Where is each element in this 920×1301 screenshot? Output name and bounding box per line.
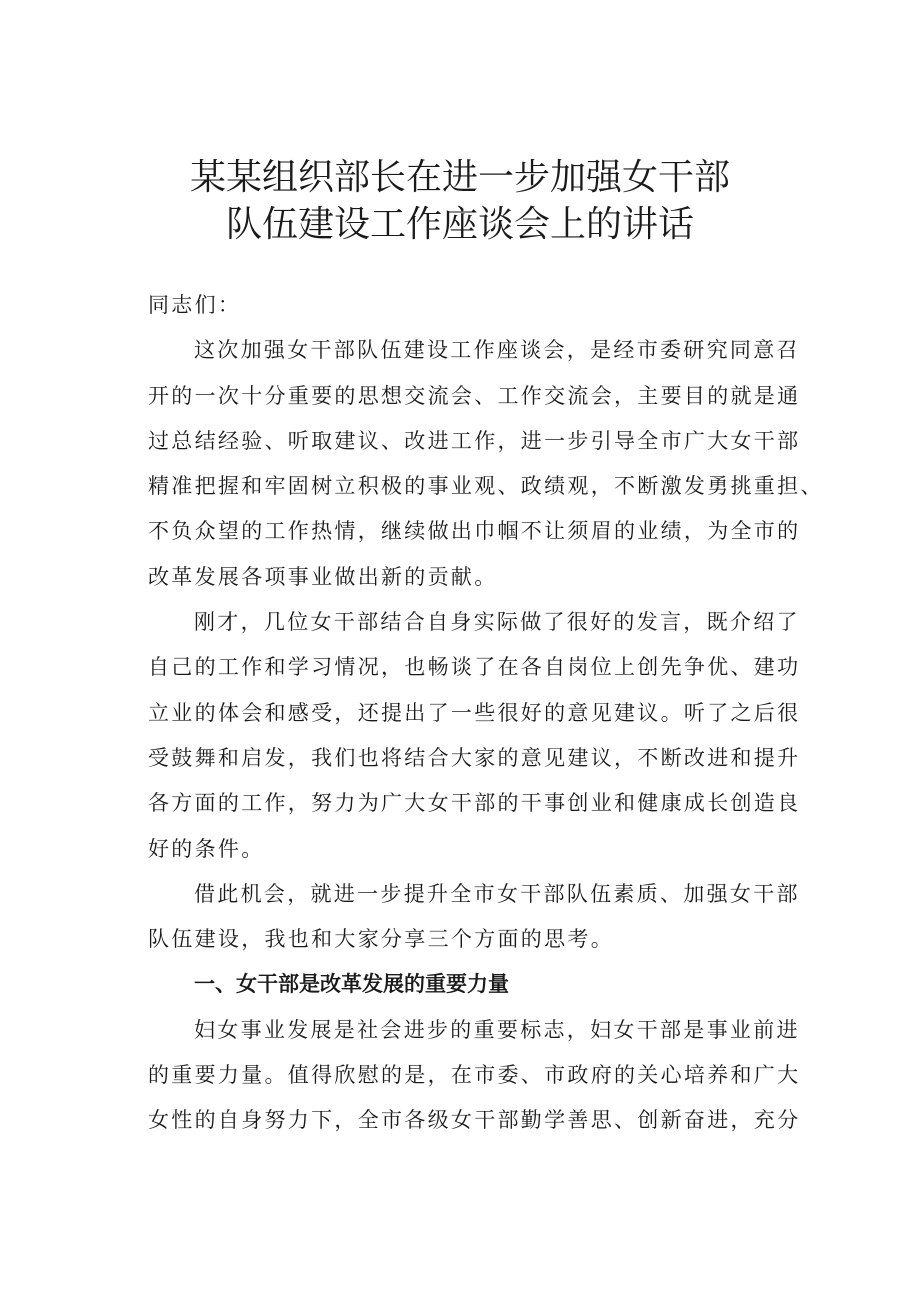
paragraph-2-line-6: 好的条件。 [148,836,265,861]
paragraph-4-line-2: 的重要力量。值得欣慰的是，在市委、市政府的关心培养和广大 [148,1063,801,1088]
document-body [148,283,824,1144]
paragraph-2-line-4: 受鼓舞和启发，我们也将结合大家的意见建议，不断改进和提升 [148,745,801,770]
paragraph-1-line-3: 过总结经验、听取建议、改进工作，进一步引导全市广大女干部 [148,428,801,453]
paragraph-1-line-2: 开的一次十分重要的思想交流会、工作交流会，主要目的就是通 [148,383,801,408]
paragraph-3-line-2: 队伍建设，我也和大家分享三个方面的思考。 [148,927,614,952]
salutation: 同志们： [148,293,242,317]
paragraph-4-line-1: 妇女事业发展是社会进步的重要标志，妇女干部是事业前进 [194,1017,800,1042]
document-title-line-2: 队伍建设工作座谈会上的讲话 [225,204,694,245]
paragraph-1-line-1: 这次加强女干部队伍建设工作座谈会，是经市委研究同意召 [194,338,800,363]
paragraph-2-line-3: 立业的体会和感受，还提出了一些很好的意见建议。听了之后很 [148,700,801,725]
paragraph-4-line-3: 女性的自身努力下，全市各级女干部勤学善思、创新奋进，充分 [148,1108,801,1133]
document-title-line-1: 某某组织部长在进一步加强女干部 [189,157,730,198]
paragraph-1-line-5: 不负众望的工作热情，继续做出巾帼不让须眉的业绩，为全市的 [148,519,801,544]
paragraph-2-line-2: 自己的工作和学习情况，也畅谈了在各自岗位上创先争优、建功 [148,655,801,680]
paragraph-2-line-5: 各方面的工作，努力为广大女干部的干事创业和健康成长创造良 [148,791,801,816]
paragraph-1-line-4: 精准把握和牢固树立积极的事业观、政绩观，不断激发勇挑重担、 [148,474,824,499]
paragraph-2-line-1: 刚才，几位女干部结合自身实际做了很好的发言，既介绍了 [194,610,800,635]
paragraph-1-line-6: 改革发展各项事业做出新的贡献。 [148,564,498,589]
paragraph-3-line-1: 借此机会，就进一步提升全市女干部队伍素质、加强女干部 [194,881,800,906]
section-heading-1: 一、女干部是改革发展的重要力量 [194,972,509,997]
